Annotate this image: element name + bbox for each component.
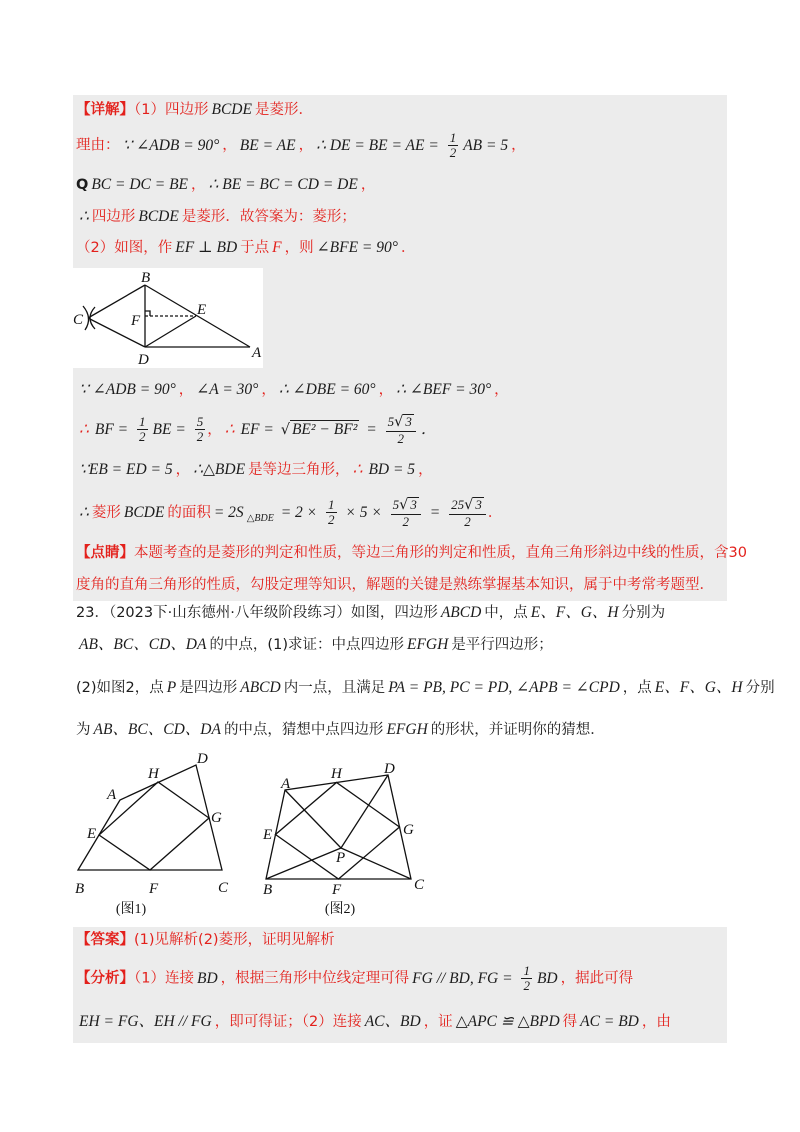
radical-sign: √	[464, 497, 474, 513]
math-text: EF =	[240, 420, 278, 438]
text-run: 于点	[240, 240, 270, 256]
fig2-label-c: C	[414, 877, 425, 893]
text-run: ，	[298, 137, 314, 154]
fig2-label-h: H	[331, 766, 342, 782]
math-text: AC、BD	[364, 1013, 421, 1030]
math-text: ∵ ∠ADB = 90°	[122, 136, 220, 154]
text-run: ，则	[284, 240, 314, 256]
fraction-numerator	[391, 497, 421, 515]
solution-line-3	[76, 174, 375, 196]
question-line-3	[76, 677, 775, 699]
math-text: EH = FG、EH // FG	[79, 1013, 212, 1030]
fig2-label-p: P	[336, 850, 346, 866]
solution-line-2	[76, 131, 526, 160]
label-d: D	[138, 352, 149, 368]
math-text: BF =	[94, 420, 133, 438]
math-text: BE =	[152, 420, 190, 438]
radicand	[403, 414, 414, 431]
radical-sign: √	[280, 421, 290, 438]
text-run: ，	[261, 382, 276, 398]
math-text: ∴ DE = BE = AE =	[316, 136, 443, 154]
math-text: = 2 ×	[276, 503, 321, 521]
fraction	[386, 414, 416, 446]
math-text: 5	[392, 497, 400, 512]
text-run: 菱形	[91, 504, 121, 521]
label-c: C	[73, 312, 84, 328]
math-text: BD	[536, 969, 558, 987]
math-text: 1	[139, 414, 146, 430]
text-run: ，	[494, 382, 509, 398]
solution-line-1	[76, 99, 313, 121]
fraction-numerator	[521, 964, 532, 979]
math-text: ∴	[79, 208, 89, 225]
text-run: 得	[562, 1014, 578, 1030]
text-run: 是菱形．	[254, 102, 313, 118]
math-text: ∵EB = ED = 5	[79, 461, 173, 478]
fraction	[391, 497, 421, 529]
text-run: 【分析】	[76, 970, 134, 987]
text-run: ．	[400, 240, 416, 256]
key-point-line-1	[76, 542, 747, 564]
fraction	[521, 964, 532, 993]
math-text: ∴ ∠BEF = 30°	[396, 381, 492, 398]
text-run: ，	[222, 137, 237, 154]
math-text: ∴	[79, 420, 89, 438]
rhombus-figure	[73, 268, 263, 368]
math-text: ∴	[352, 461, 363, 478]
fig1-label-a: A	[107, 787, 117, 803]
fraction-numerator	[386, 414, 416, 432]
math-text: EFGH	[386, 721, 428, 738]
square-root	[399, 497, 419, 514]
fraction	[449, 497, 486, 529]
fraction-denominator	[449, 515, 486, 529]
math-text: 3	[405, 414, 412, 429]
math-text: 2	[397, 430, 404, 446]
key-point-line-2	[76, 574, 714, 596]
solution-line-7	[76, 414, 439, 446]
math-text: ∠BFE = 90°	[316, 239, 398, 256]
fig2-label-d: D	[384, 761, 395, 777]
math-text: ∴	[79, 503, 89, 521]
question-line-2	[76, 634, 553, 656]
answer-line	[76, 929, 335, 951]
text-run: 【详解】	[76, 102, 134, 118]
figure-1	[70, 748, 240, 923]
math-text: BCDE	[123, 503, 165, 521]
text-run: 度角的直角三角形的性质，勾股定理等知识，解题的关键是熟练掌握基本知识，属于中考常考题型．	[76, 577, 714, 593]
math-text: = 2S	[213, 503, 244, 521]
fig2-label-g: G	[403, 822, 414, 838]
fraction-numerator	[448, 131, 459, 146]
math-text: BC = DC = BE	[91, 176, 189, 193]
fraction	[195, 415, 206, 444]
fig2-caption: (图2)	[324, 902, 356, 917]
text-run: 的中点，猜想中点四边形	[223, 722, 384, 738]
label-f: F	[131, 313, 141, 329]
math-text: =	[425, 503, 445, 521]
math-text: BCDE	[211, 101, 252, 118]
text-run: ，	[191, 177, 206, 193]
fig1-label-e: E	[87, 826, 97, 842]
math-text: AB、BC、CD、DA	[93, 721, 221, 738]
fraction-numerator	[449, 497, 486, 515]
square-root	[464, 497, 484, 514]
text-run: (2)如图2，点	[76, 680, 164, 696]
text-run: Q	[76, 177, 89, 193]
rhombus-figure-svg	[73, 268, 263, 368]
math-text: 5	[196, 414, 204, 430]
analysis-line-2	[76, 1011, 671, 1033]
solution-line-4	[76, 206, 356, 228]
square-root	[394, 414, 414, 431]
solution-line-9	[76, 497, 502, 530]
math-text: F	[272, 239, 282, 256]
fraction-denominator	[195, 430, 206, 444]
text-run: 内一点，且满足	[283, 680, 386, 696]
text-run: ，	[207, 421, 222, 438]
math-text: ∴	[224, 420, 235, 438]
text-run: 是四边形	[179, 680, 238, 696]
label-a: A	[252, 345, 262, 361]
fig2-label-a: A	[281, 776, 291, 792]
math-text: E、F、G、H	[654, 679, 743, 696]
math-text: 3	[475, 497, 482, 512]
text-run: 是菱形．故答案为：菱形；	[181, 209, 356, 225]
fig1-caption: (图1)	[115, 902, 147, 917]
compass-arc-1	[83, 306, 89, 330]
fig2-label-e: E	[263, 827, 273, 843]
question-line-1	[76, 602, 665, 624]
text-run: （2）如图，作	[76, 240, 173, 256]
radical-sign: √	[399, 497, 409, 513]
text-run: 【点睛】	[76, 545, 134, 561]
radicand	[473, 497, 484, 514]
fig1-label-c: C	[218, 880, 229, 896]
label-b: B	[141, 270, 151, 286]
math-text: ABCD	[440, 604, 482, 621]
text-run: ，	[378, 382, 394, 398]
math-text: E、F、G、H	[530, 604, 619, 621]
math-text: P	[166, 679, 177, 696]
text-run: ，据此可得	[560, 970, 634, 987]
math-text: 5	[387, 414, 395, 429]
math-text: ∴ BE = BC = CD = DE	[208, 176, 358, 193]
fraction	[448, 131, 459, 160]
radicand	[408, 497, 419, 514]
math-text: ．	[420, 420, 437, 438]
text-run: 的形状，并证明你的猜想．	[430, 722, 605, 738]
fraction-denominator	[326, 513, 337, 527]
text-run: 的面积	[167, 504, 211, 521]
fig1-label-d: D	[197, 751, 208, 767]
fig2-label-b: B	[263, 882, 273, 898]
math-text: 25	[451, 497, 465, 512]
radical-sign: √	[394, 414, 404, 430]
math-text: AC = BD	[580, 1013, 639, 1030]
text-run: 是平行四边形；	[451, 637, 553, 653]
math-text: ABCD	[240, 679, 281, 696]
fraction	[137, 415, 148, 444]
text-run: 分别	[745, 680, 775, 696]
math-text: 2	[196, 429, 204, 445]
text-run: （1）连接	[134, 970, 194, 987]
right-angle-mark	[145, 311, 150, 316]
fraction-denominator	[386, 432, 416, 446]
fraction-numerator	[326, 498, 337, 513]
segment-de	[145, 316, 196, 347]
text-run: 【答案】	[76, 932, 134, 948]
fig2-label-f: F	[332, 882, 342, 898]
math-text: EF ⊥ BD	[175, 239, 238, 256]
fraction-denominator	[521, 979, 532, 993]
fraction	[326, 498, 337, 527]
solution-line-5	[76, 237, 415, 259]
text-run: 中，点	[484, 605, 528, 621]
text-run: 的中点，(1)求证：中点四边形	[209, 637, 404, 653]
segment-pc	[341, 848, 411, 879]
text-run: ，即可得证；（2）连接	[214, 1014, 362, 1030]
text-run: ，点	[622, 680, 652, 696]
math-text: × 5 ×	[341, 503, 386, 521]
fig1-label-h: H	[148, 766, 159, 782]
segment-pd	[341, 775, 388, 848]
text-run: 理由：	[76, 137, 120, 154]
text-run: (1)见解析(2)菱形，证明见解析	[134, 932, 335, 948]
math-text: 1	[523, 963, 530, 978]
math-text: 2	[464, 513, 471, 529]
math-text: BCDE	[138, 208, 179, 225]
text-run: ，	[175, 462, 191, 478]
math-text: ∠A = 30°	[196, 381, 259, 398]
math-text: AB、BC、CD、DA	[79, 636, 207, 653]
math-text: △APC ≌ △BPD	[455, 1013, 560, 1030]
math-text: BE² − BF²	[291, 420, 358, 438]
math-text: BE = AE	[239, 136, 296, 154]
subscript: △BDE	[246, 512, 274, 524]
text-run: 分别为	[621, 605, 666, 621]
math-text: ∴ ∠DBE = 60°	[278, 381, 376, 398]
segment-pb	[266, 848, 341, 879]
text-run: ．	[487, 504, 503, 521]
solution-line-6	[76, 379, 509, 401]
text-run: 为	[76, 722, 91, 738]
math-text: FG // BD, FG =	[412, 969, 517, 987]
text-run: ，证	[423, 1014, 453, 1030]
question-line-4	[76, 719, 605, 741]
solution-line-8	[76, 459, 433, 481]
text-run: ，	[178, 382, 194, 398]
math-text: EFGH	[406, 636, 449, 653]
text-run: ，根据三角形中位线定理可得	[220, 970, 410, 987]
fraction-denominator	[137, 430, 148, 444]
math-text: 2	[139, 429, 146, 445]
text-run: （1）四边形	[134, 102, 209, 118]
square-root	[281, 419, 360, 441]
fraction-denominator	[448, 146, 459, 160]
figure-2	[258, 748, 433, 923]
math-text: 2	[523, 978, 530, 993]
fig1-label-f: F	[149, 881, 159, 897]
text-run: ，	[418, 462, 433, 478]
math-text: 2	[328, 512, 335, 528]
text-run: ，	[511, 137, 526, 154]
text-run: ，	[360, 177, 376, 193]
math-text: ∵ ∠ADB = 90°	[79, 381, 176, 398]
math-text: 1	[449, 130, 457, 145]
math-text: AB = 5	[463, 136, 509, 154]
text-run: 本题考查的是菱形的判定和性质，等边三角形的判定和性质，直角三角形斜边中线的性质，含30	[134, 545, 747, 561]
math-text: 3	[410, 497, 417, 512]
math-text: =	[362, 420, 381, 438]
compass-arc-2	[90, 307, 95, 329]
math-text: 1	[328, 497, 335, 513]
text-run: 是等边三角形，	[248, 462, 350, 478]
label-e: E	[197, 302, 207, 318]
math-text: 2	[402, 513, 410, 529]
text-run: 23．（2023下·山东德州·八年级阶段练习）如图，四边形	[76, 605, 438, 621]
math-text: PA = PB, PC = PD, ∠APB = ∠CPD	[388, 679, 620, 696]
math-text: 2	[449, 145, 457, 160]
math-text: BD	[196, 969, 218, 987]
text-run: 四边形	[91, 209, 136, 225]
text-run: ，由	[641, 1014, 671, 1030]
math-text: ∴△BDE	[193, 461, 246, 478]
fraction-numerator	[137, 415, 148, 430]
fig1-label-g: G	[211, 810, 222, 826]
fraction-numerator	[195, 415, 206, 430]
radicand	[290, 420, 359, 439]
fraction-denominator	[391, 515, 421, 529]
math-text: BD = 5	[368, 461, 416, 478]
fig1-label-b: B	[75, 881, 85, 897]
analysis-line-1	[76, 964, 633, 993]
